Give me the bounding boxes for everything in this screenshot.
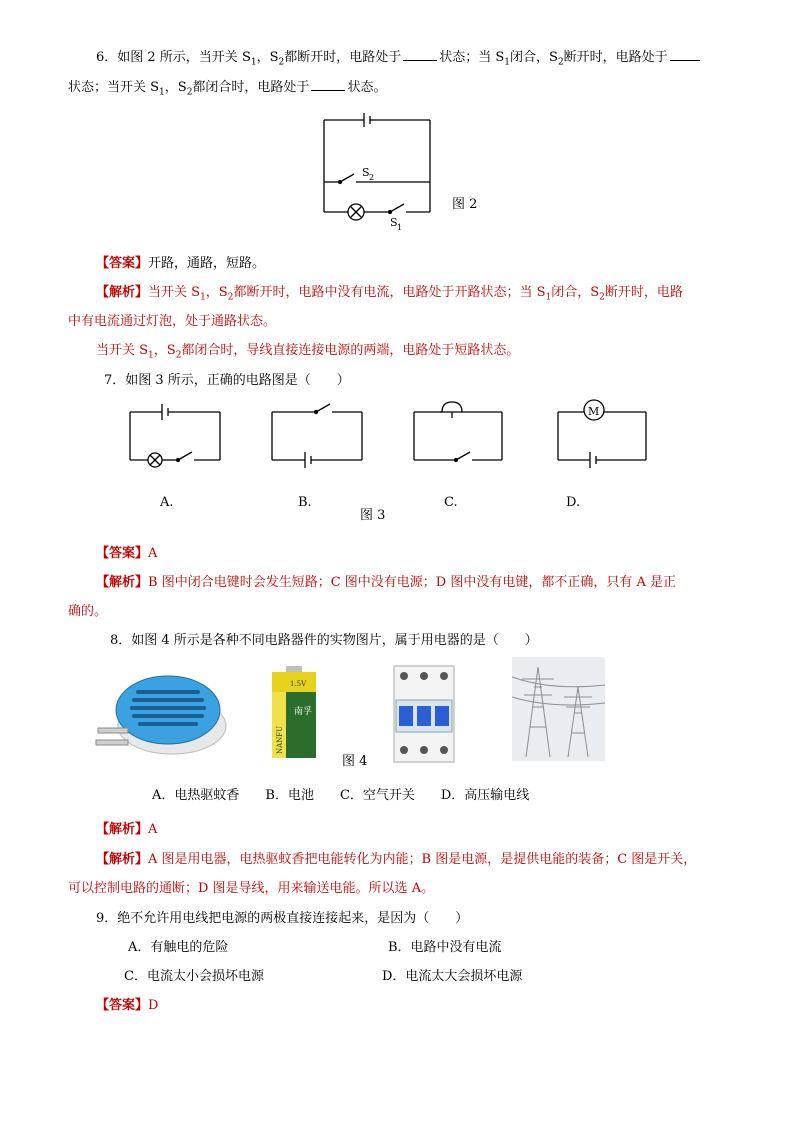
q6-analysis-line2: 中有电流通过灯泡，处于通路状态。 bbox=[68, 314, 277, 329]
q7-option-b: B. bbox=[298, 495, 312, 510]
answer-blank bbox=[403, 48, 437, 61]
fig2-caption: 图 2 bbox=[452, 197, 478, 212]
circuit-c bbox=[414, 402, 502, 462]
switch-s1-blade bbox=[390, 204, 404, 212]
q6-analysis-line1: 【解析】当开关 $S_1$，$S_2$都断开时，电路中没有电流，电路处于开路状态；当 $S_1$闭合，$S_2$断开时，电路 bbox=[96, 285, 683, 303]
svg-text:NANFU: NANFU bbox=[276, 725, 284, 754]
q7-analysis-line1: 【解析】B 图中闭合电键时会发生短路；C 图中没有电源；D 图中没有电键，都不正确，只有 A 是正 bbox=[96, 575, 676, 590]
air-switch-image bbox=[392, 664, 456, 764]
fig4-caption: 图 4 bbox=[342, 754, 368, 769]
fig3-caption: 图 3 bbox=[360, 508, 386, 523]
q7-option-d: D. bbox=[566, 495, 581, 510]
q9-option-c: C．电流太小会损坏电源 bbox=[124, 969, 264, 984]
figure-3-circuits bbox=[120, 398, 660, 473]
q6-answer: 【答案】开路，通路，短路。 bbox=[96, 256, 266, 271]
power-line-image bbox=[512, 657, 605, 761]
q8-analysis-line1: 【解析】A 图是用电器，电热驱蚊香把电能转化为内能；B 图是电源，是提供电能的装备；C 图是开关， bbox=[96, 852, 697, 867]
q9-answer: 【答案】D bbox=[96, 998, 159, 1013]
s1-label: S bbox=[390, 216, 398, 229]
q7-option-c: C. bbox=[444, 495, 458, 510]
q9-option-d: D．电流太大会损坏电源 bbox=[382, 969, 523, 984]
svg-text:南孚: 南孚 bbox=[294, 707, 313, 717]
q9-option-a: A．有触电的危险 bbox=[128, 940, 229, 955]
q7-answer: 【答案】A bbox=[96, 546, 158, 561]
q7-stem: 7．如图 3 所示，正确的电路图是（ ） bbox=[104, 373, 350, 388]
q8-analysis-line2: 可以控制电路的通断；D 图是导线，用来输送电能。所以选 A。 bbox=[68, 881, 435, 896]
svg-text:1.5V: 1.5V bbox=[290, 680, 307, 688]
q8-stem: 8．如图 4 所示是各种不同电路器件的实物图片，属于用电器的是（ ） bbox=[110, 633, 538, 648]
q6-stem-line2: 状态；当开关 $S_1$，$S_2$都闭合时，电路处于 状态。 bbox=[68, 80, 387, 98]
q7-option-a: A. bbox=[160, 495, 174, 510]
q9-option-b: B．电路中没有电流 bbox=[388, 940, 502, 955]
q8-options: A．电热驱蚊香 B．电池 C．空气开关 D．高压输电线 bbox=[152, 788, 530, 803]
q7-analysis-line2: 确的。 bbox=[68, 604, 108, 619]
mosquito-heater-image bbox=[92, 668, 228, 758]
q6-analysis-line3: 当开关 $S_1$，$S_2$都闭合时，导线直接连接电源的两端，电路处于短路状态。 bbox=[96, 343, 520, 361]
answer-blank bbox=[311, 78, 345, 91]
q9-stem: 9．绝不允许用电线把电源的两极直接连接起来，是因为（ ） bbox=[96, 911, 469, 926]
svg-text:2: 2 bbox=[369, 173, 375, 182]
s2-label: S bbox=[362, 166, 370, 179]
circuit-d bbox=[558, 400, 646, 468]
svg-text:1: 1 bbox=[397, 223, 403, 232]
answer-blank bbox=[670, 48, 700, 61]
circuit-b bbox=[272, 404, 362, 468]
battery-image bbox=[268, 664, 320, 762]
switch-s2-blade bbox=[340, 174, 354, 182]
q6-stem-line1: 6．如图 2 所示，当开关 $S_1$，$S_2$都断开时，电路处于 状态；当 $S_1$闭合，$S_2$断开时，电路处于 bbox=[96, 48, 702, 72]
motor-label: M bbox=[588, 405, 600, 418]
figure-2-circuit bbox=[318, 110, 438, 230]
q8-answer: 【解析】A bbox=[96, 822, 158, 837]
circuit-a bbox=[130, 404, 220, 467]
